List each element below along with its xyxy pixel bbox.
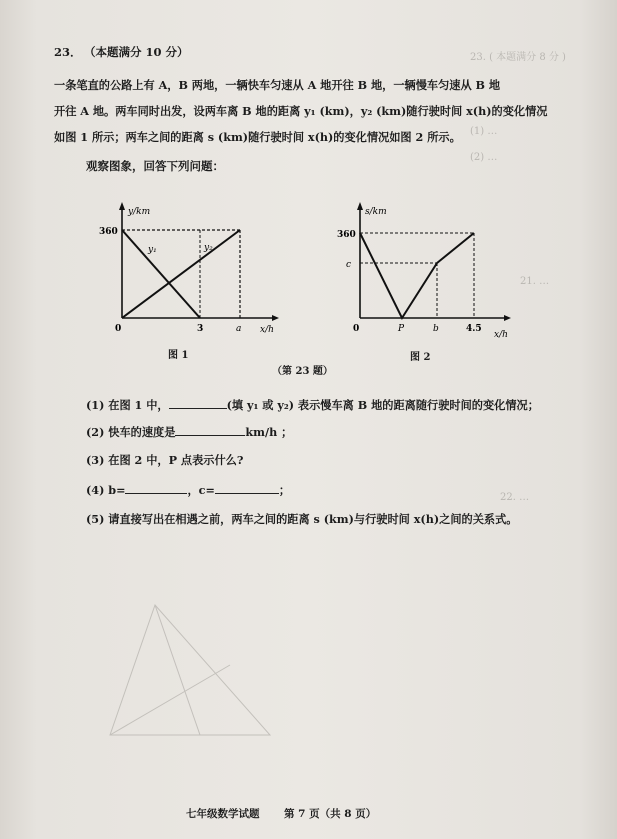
footer-page-number: 第 7 页（共 8 页） (284, 808, 377, 820)
part-4-b-blank[interactable] (125, 482, 187, 494)
question-stem (54, 72, 574, 150)
figure-2-caption: 图 2 (410, 352, 431, 363)
part-2 (86, 424, 292, 440)
figure-1-svg (92, 198, 292, 363)
fig1-line1-label: y₁ (148, 245, 157, 255)
bleed-through-text: (2) … (470, 152, 498, 163)
stem-line-2: 开往 A 地。两车同时出发，设两车离 B 地的距离 y₁ (km)，y₂ (km)随行驶时间 x(h)的变化情况 (54, 104, 548, 118)
fig2-y-tick-c: c (346, 260, 352, 270)
fig2-y-tick-360: 360 (337, 230, 356, 240)
question-number: 23． (54, 45, 82, 59)
figure-1-caption: 图 1 (168, 350, 189, 361)
bleed-through-text: 23. ( 本题满分 8 分 ) (470, 52, 566, 63)
fig2-x-axis-label: x/h (494, 330, 508, 340)
question-points: （本题满分 10 分） (84, 45, 189, 59)
footer-subject: 七年级数学试题 (186, 808, 260, 820)
bleed-through-text: 21. … (520, 276, 550, 287)
fig2-x-tick-45: 4.5 (466, 324, 482, 334)
bleed-through-triangle (100, 595, 280, 755)
fig1-x-axis-label: x/h (260, 325, 274, 335)
observe-prompt: 观察图象，回答下列问题： (86, 159, 224, 173)
fig1-x-tick-3: 3 (197, 324, 204, 334)
part-4 (86, 482, 290, 498)
figure-group-caption: （第 23 题） (272, 366, 333, 377)
fig1-line-y1 (122, 230, 200, 318)
part-2-prefix: (2) 快车的速度是 (86, 425, 176, 439)
part-1-answer-blank[interactable] (169, 397, 227, 409)
part-5: (5) 请直接写出在相遇之前，两车之间的距离 s (km)与行驶时间 x(h)之间的关系式。 (86, 512, 518, 526)
fig1-y-tick-360: 360 (99, 227, 118, 237)
part-4-c-label: ，c= (187, 483, 215, 497)
fig2-distance-line (360, 233, 474, 318)
stem-line-1: 一条笔直的公路上有 A，B 两地，一辆快车匀速从 A 地开往 B 地，一辆慢车匀速从 B 地 (54, 78, 501, 92)
part-1-prefix: (1) 在图 1 中， (86, 398, 169, 412)
fig1-y-axis-label: y/km (128, 207, 151, 217)
figure-1 (92, 198, 292, 367)
fig1-x-tick-a: a (236, 324, 242, 334)
fig2-x-tick-p: P (398, 324, 405, 334)
fig2-origin: 0 (353, 324, 360, 334)
fig1-origin: 0 (115, 324, 122, 334)
part-4-c-blank[interactable] (215, 482, 279, 494)
stem-line-3: 如图 1 所示；两车之间的距离 s (km)随行驶时间 x(h)的变化情况如图 2 所示。 (54, 130, 461, 144)
part-2-suffix: km/h ； (245, 425, 293, 439)
part-1 (86, 397, 539, 413)
bleed-through-text: (1) … (470, 126, 498, 137)
part-4-b-label: (4) b= (86, 483, 126, 497)
part-2-answer-blank[interactable] (175, 424, 245, 436)
part-4-end: ； (278, 483, 291, 497)
bleed-through-text: 22. … (500, 492, 530, 503)
fig2-x-tick-b: b (433, 324, 439, 334)
figure-2 (332, 200, 532, 369)
fig1-line2-label: y₂ (204, 243, 213, 253)
fig1-line-y2 (122, 230, 240, 318)
figure-2-svg (332, 200, 532, 365)
part-1-suffix: (填 y₁ 或 y₂) 表示慢车离 B 地的距离随行驶时间的变化情况； (226, 398, 539, 412)
part-3: (3) 在图 2 中，P 点表示什么? (86, 453, 244, 467)
fig2-y-axis-label: s/km (365, 207, 387, 217)
